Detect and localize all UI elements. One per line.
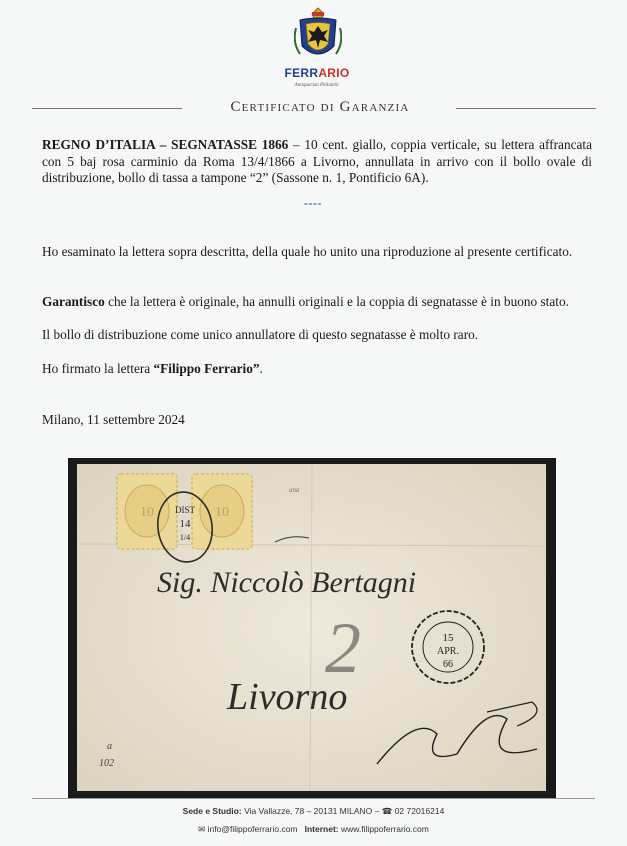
signed-end: . — [259, 361, 263, 376]
corner-note-2: 102 — [99, 758, 114, 769]
rarity-paragraph: Il bollo di distribuzione come unico annullatore di questo segnatasse è molto raro. — [42, 327, 479, 342]
svg-text:10: 10 — [140, 505, 154, 520]
description-text: – 10 cent. giallo, coppia verticale, su lettera affrancata con 5 baj rosa carminio da Roma 13/4/1866 a Livorno, annullata in arrivo con il bollo ovale di distribuzione, bollo di tassa a tampone “2” (Sassone n. 1, Pontificio 6A). — [42, 137, 592, 185]
guarantee-label: Garantisco — [42, 294, 105, 309]
corner-note-1: a — [107, 741, 112, 752]
description-separator: ---- — [304, 196, 322, 210]
signed-name: “Filippo Ferrario” — [153, 361, 260, 376]
signature-paragraph — [42, 361, 592, 378]
title-rule-left — [32, 108, 182, 109]
address-line-2: Livorno — [227, 676, 348, 718]
brand-tagline: Antiquarian Philatelic — [294, 83, 340, 88]
oval-text-2: 14 — [179, 518, 191, 530]
certificate-title-row — [0, 99, 627, 119]
letter-paper — [77, 464, 546, 791]
guarantee-text: che la lettera è originale, ha annulli originali e la coppia di segnatasse è in buono stato. — [104, 294, 569, 309]
email-icon: ✉ — [198, 824, 208, 834]
brand-name: FERRARIO — [284, 66, 350, 80]
coat-of-arms-icon — [294, 6, 342, 64]
letter-image — [77, 464, 546, 791]
footer-email[interactable]: info@filippoferrario.com — [207, 824, 298, 834]
footer-rule — [32, 798, 595, 799]
svg-text:ana: ana — [289, 486, 300, 494]
footer — [0, 806, 627, 835]
guarantee-paragraph — [42, 294, 592, 311]
footer-website[interactable]: www.filippoferrario.com — [340, 824, 429, 834]
footer-address: Via Vallazze, 78 – 20131 MILANO – — [241, 806, 382, 816]
letter-reproduction — [68, 458, 556, 798]
phone-icon: ☎ — [381, 806, 395, 816]
footer-phone: 02 72016214 — [394, 806, 445, 816]
examined-paragraph: Ho esaminato la lettera sopra descritta, della quale ho unito una riproduzione al presente certificato. — [42, 244, 573, 259]
footer-address-label: Sede e Studio: — [182, 806, 242, 816]
svg-text:10: 10 — [215, 505, 229, 520]
title-rule-right — [456, 108, 596, 109]
signed-text: Ho firmato la lettera — [42, 361, 154, 376]
footer-line-2 — [0, 824, 627, 835]
place-and-date: Milano, 11 settembre 2024 — [42, 412, 185, 427]
postmark-year: 66 — [443, 659, 453, 670]
tax-mark: 2 — [325, 608, 361, 688]
postmark-month: APR. — [437, 646, 459, 657]
description-heading: REGNO D’ITALIA – SEGNATASSE 1866 — [42, 137, 289, 152]
certificate-title: Certificato di Garanzia — [230, 99, 410, 115]
footer-internet-label: Internet: — [304, 824, 339, 834]
footer-line-1 — [0, 806, 627, 817]
oval-text-3: 1/4 — [179, 533, 191, 542]
postmark-day: 15 — [442, 632, 454, 644]
stamp-description — [42, 137, 592, 187]
arrival-postmark — [412, 611, 484, 683]
address-line-1: Sig. Niccolò Bertagni — [157, 566, 417, 599]
oval-text-1: DIST — [175, 505, 195, 515]
